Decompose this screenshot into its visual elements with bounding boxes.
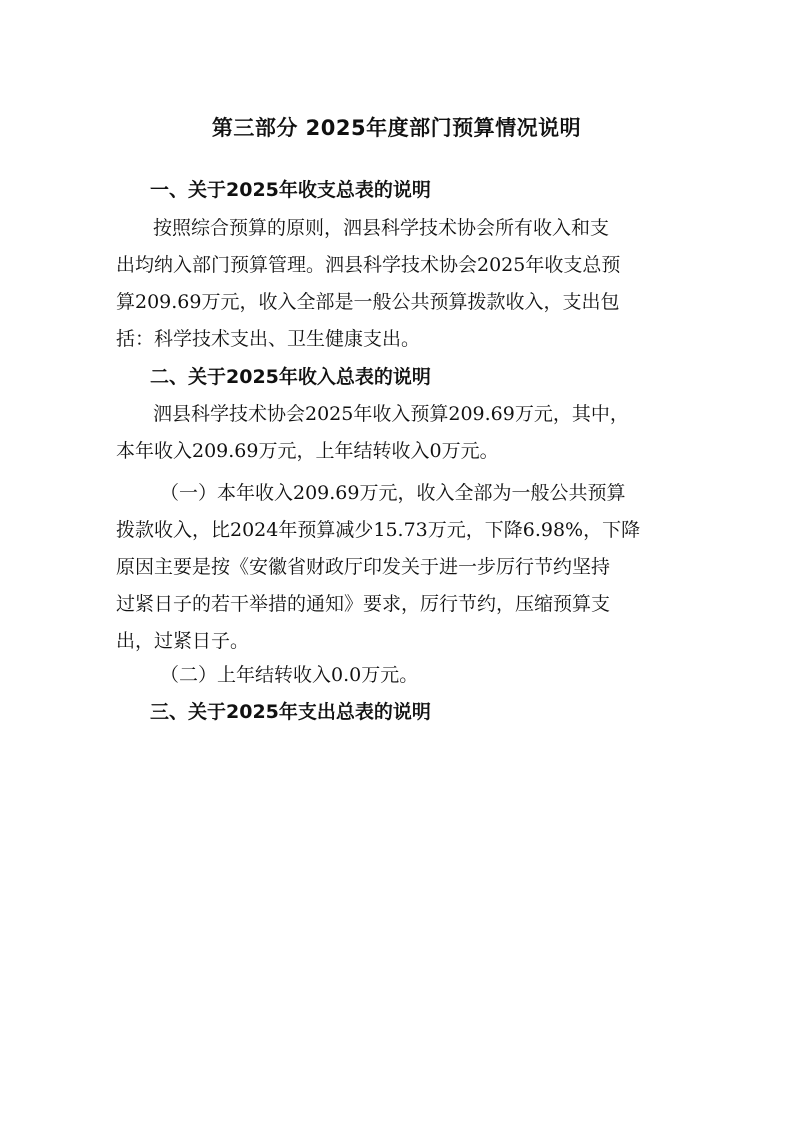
paragraph-line: 括：科学技术支出、卫生健康支出。 xyxy=(116,328,421,350)
paragraph-line: 出，过紧日子。 xyxy=(116,630,250,652)
paragraph-line: 泗县科学技术协会2025年收入预算209.69万元，其中， xyxy=(153,403,629,425)
paragraph-line: 出均纳入部门预算管理。泗县科学技术协会2025年收支总预 xyxy=(116,254,621,276)
section-3-heading: 三、关于2025年支出总表的说明 xyxy=(150,701,431,723)
paragraph-line: 按照综合预算的原则，泗县科学技术协会所有收入和支 xyxy=(153,217,610,239)
paragraph-line: （一）本年收入209.69万元，收入全部为一般公共预算 xyxy=(160,482,626,504)
section-1-paragraph xyxy=(116,210,678,358)
section-1-heading: 一、关于2025年收支总表的说明 xyxy=(150,179,431,201)
paragraph-line: 原因主要是按《安徽省财政厅印发关于进一步厉行节约坚持 xyxy=(116,556,611,578)
paragraph-line: 算209.69万元，收入全部是一般公共预算拨款收入，支出包 xyxy=(116,291,620,313)
paragraph-line: 拨款收入，比2024年预算减少15.73万元，下降6.98%，下降 xyxy=(116,519,641,541)
page-title: 第三部分 2025年度部门预算情况说明 xyxy=(211,116,582,140)
paragraph-line: 本年收入209.69万元，上年结转收入0万元。 xyxy=(116,440,499,462)
section-2-heading: 二、关于2025年收入总表的说明 xyxy=(150,366,431,388)
paragraph-line: （二）上年结转收入0.0万元。 xyxy=(160,664,419,686)
section-2-item-1 xyxy=(116,475,678,660)
section-2-intro xyxy=(116,396,678,470)
paragraph-line: 过紧日子的若干举措的通知》要求，厉行节约，压缩预算支 xyxy=(116,593,611,615)
section-2-item-2 xyxy=(116,657,678,694)
